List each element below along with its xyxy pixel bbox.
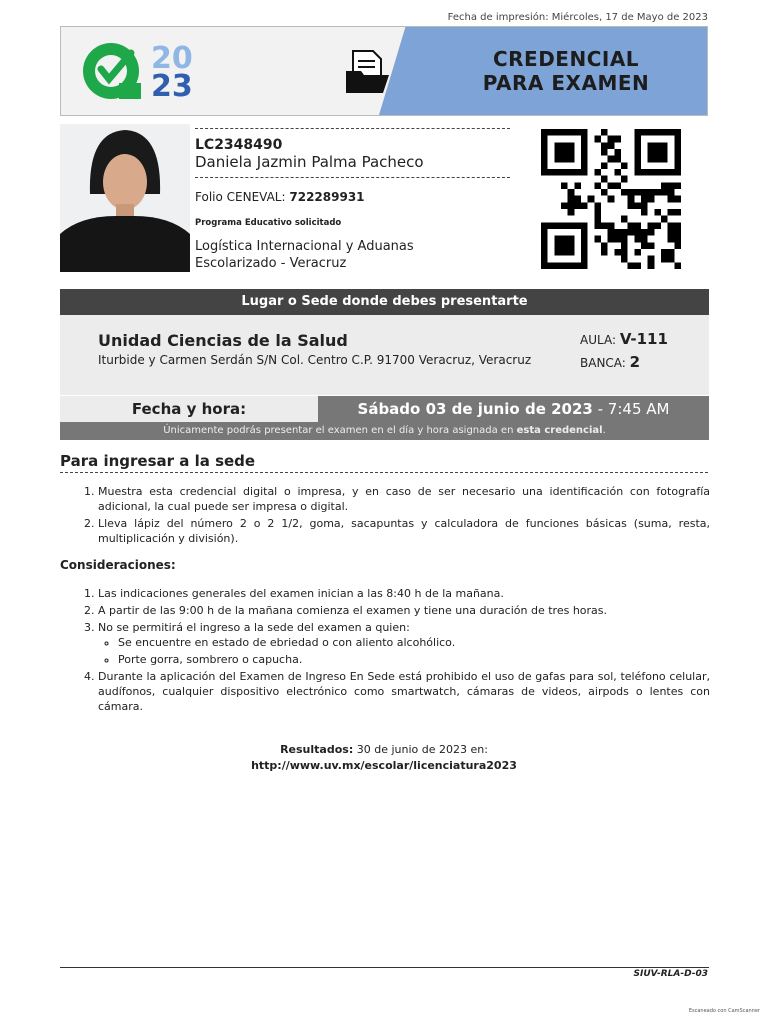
- list-item: [98, 620, 710, 667]
- footer-code: SIUV-RLA-D-03: [633, 969, 708, 979]
- divider: [195, 128, 510, 129]
- list-item: 1. Las indicaciones generales del examen inician a las 8:40 h de la mañana.: [98, 586, 710, 601]
- results-text: 30 de junio de 2023 en:: [353, 743, 488, 756]
- exam-time: - 7:45 AM: [597, 400, 670, 418]
- applicant-photo: [60, 124, 190, 272]
- header-banner: [60, 26, 708, 116]
- list-item: 4. Durante la aplicación del Examen de Ingreso En Sede está prohibido el uso de gafas para sol, teléfono celular, audífonos, cualquier dispositivo electrónico como smartwatch, cámaras de videos, airpods o lentes con cámara.: [98, 669, 710, 714]
- banca-value: 2: [629, 353, 641, 371]
- note-suffix: .: [602, 425, 606, 436]
- title-line-2: PARA EXAMEN: [482, 71, 650, 95]
- program-name: Logística Internacional y Aduanas: [195, 239, 414, 254]
- schedule-note: [60, 422, 709, 440]
- applicant-id: LC2348490: [195, 137, 283, 153]
- banca: [580, 353, 640, 371]
- aula-label: AULA:: [580, 333, 616, 347]
- print-date: Fecha de impresión: Miércoles, 17 de Mayo de 2023: [447, 12, 708, 23]
- considerations-list: [60, 586, 710, 716]
- entry-title: Para ingresar a la sede: [60, 452, 708, 473]
- title-line-1: CREDENCIAL: [492, 47, 640, 71]
- applicant-info: [195, 124, 515, 272]
- folio-label: Folio CENEVAL:: [195, 190, 286, 204]
- program-label: Programa Educativo solicitado: [195, 218, 342, 228]
- schedule-label: Fecha y hora:: [60, 396, 318, 422]
- folio-value: 722289931: [289, 190, 365, 204]
- divider: [195, 177, 510, 178]
- scanner-watermark: Escaneado con CamScanner: [688, 1008, 760, 1014]
- sub-list-item: ◦ Porte gorra, sombrero o capucha.: [118, 652, 710, 667]
- exam-date: Sábado 03 de junio de 2023: [357, 400, 593, 418]
- logo-year-top: 20: [151, 41, 193, 76]
- aula: [580, 330, 668, 348]
- results-label: Resultados:: [280, 743, 354, 756]
- note-prefix: Únicamente podrás presentar el examen en el día y hora asignada en: [163, 425, 517, 436]
- results-url[interactable]: http://www.uv.mx/escolar/licenciatura2023: [251, 759, 517, 772]
- credential-title: [421, 47, 708, 95]
- list-item-text: No se permitirá el ingreso a la sede del examen a quien:: [98, 621, 410, 634]
- folio-ceneval: [195, 190, 515, 204]
- schedule-value: [318, 396, 709, 422]
- venue-name: Unidad Ciencias de la Salud: [98, 331, 348, 350]
- schedule-row: [60, 396, 709, 422]
- sub-list-item: ◦ Se encuentre en estado de ebriedad o con aliento alcohólico.: [118, 635, 710, 650]
- uv-logo-icon: [79, 39, 147, 103]
- considerations-title: Consideraciones:: [60, 558, 176, 572]
- venue-address: Iturbide y Carmen Serdán S/N Col. Centro C.P. 91700 Veracruz, Veracruz: [98, 353, 532, 367]
- logo-year-bottom: 23: [151, 69, 193, 104]
- banca-label: BANCA:: [580, 356, 626, 370]
- results: [60, 742, 708, 774]
- footer-divider: [60, 967, 709, 968]
- qr-code: [537, 129, 685, 269]
- aula-value: V-111: [619, 330, 668, 348]
- venue-box: [60, 315, 709, 395]
- program: [195, 238, 515, 272]
- list-item: 2. A partir de las 9:00 h de la mañana comienza el examen y tiene una duración de tres horas.: [98, 603, 710, 618]
- logo-year: [151, 41, 193, 104]
- venue-bar-title: Lugar o Sede donde debes presentarte: [60, 289, 709, 315]
- list-item: 1. Muestra esta credencial digital o impresa, y en caso de ser necesario una identificación con fotografía adicional, la cual puede ser impresa o digital.: [98, 484, 710, 514]
- applicant-name: Daniela Jazmin Palma Pacheco: [195, 153, 424, 171]
- list-item: 2. Lleva lápiz del número 2 o 2 1/2, goma, sacapuntas y calculadora de funciones básicas (suma, resta, multiplicación y división).: [98, 516, 710, 546]
- entry-list: [60, 484, 710, 548]
- program-mode: Escolarizado - Veracruz: [195, 256, 347, 271]
- note-bold: esta credencial: [516, 425, 603, 436]
- folder-document-icon: [343, 47, 393, 97]
